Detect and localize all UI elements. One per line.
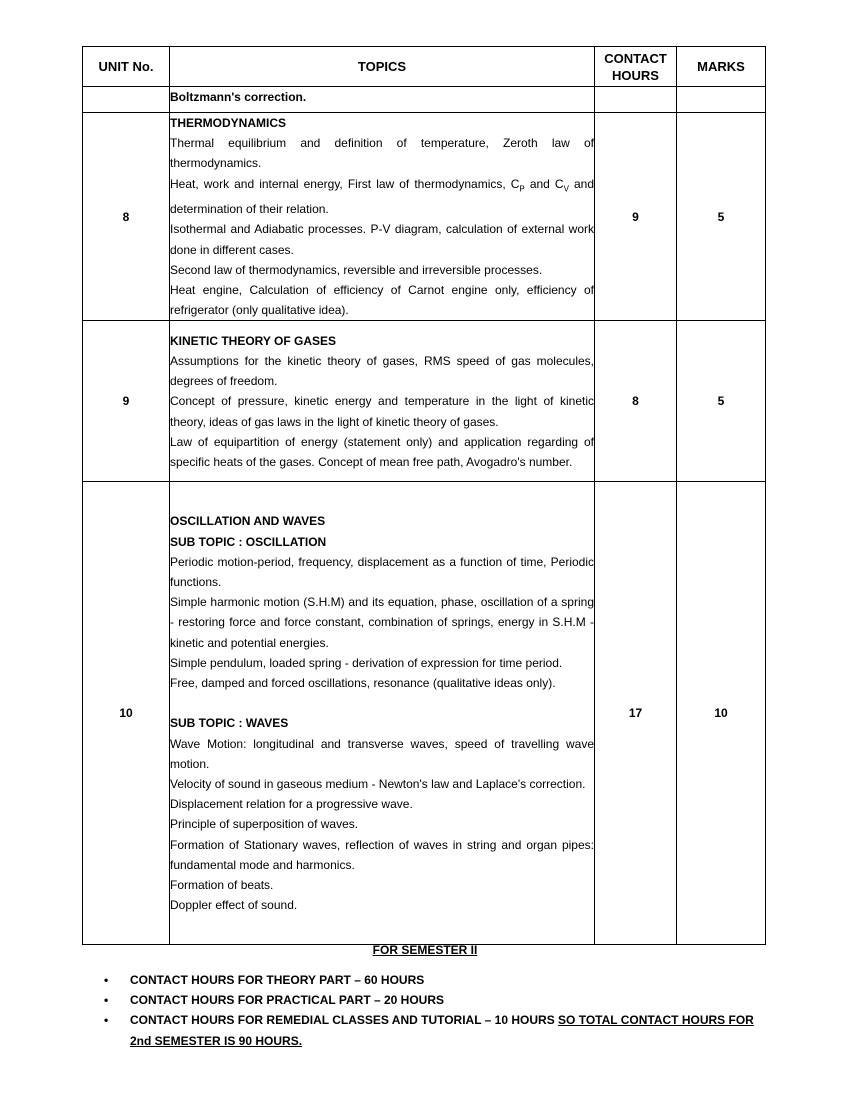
table-header-row — [83, 47, 766, 87]
topic-line: Periodic motion-period, frequency, displacement as a function of time, Periodic functions. — [170, 554, 594, 589]
list-item — [100, 970, 768, 990]
topics-cell — [170, 482, 595, 945]
semester-title: FOR SEMESTER II — [372, 943, 478, 957]
unit-title: THERMODYNAMICS — [170, 116, 286, 130]
subtopic-heading: SUB TOPIC : WAVES — [170, 716, 289, 731]
topic-line: Assumptions for the kinetic theory of gases, RMS speed of gas molecules, degrees of freedom. — [170, 353, 594, 389]
topic-line: Simple pendulum, loaded spring - derivation of expression for time period. — [170, 655, 563, 670]
topic-line: Simple harmonic motion (S.H.M) and its equation, phase, oscillation of a spring - restoring force and force constant, combination of springs, energy in S.H.M - kinetic and potential energies. — [170, 595, 594, 650]
contact-hours-value: 17 — [595, 482, 677, 945]
topic-line: Heat engine, Calculation of efficiency of Carnot engine only, efficiency of refrigerator (only qualitative idea). — [170, 283, 594, 318]
list-item-text: CONTACT HOURS FOR PRACTICAL PART – 20 HOURS — [130, 993, 445, 1008]
topic-line: Concept of pressure, kinetic energy and temperature in the light of kinetic theory, ideas of gas laws in the light of kinetic theory of gases. — [170, 394, 594, 429]
topic-line: Wave Motion: longitudinal and transverse waves, speed of travelling wave motion. — [170, 736, 594, 771]
topic-line — [170, 174, 594, 220]
bullet-icon: • — [104, 1013, 109, 1028]
contact-hours-value: 8 — [595, 321, 677, 482]
topic-line: Isothermal and Adiabatic processes. P-V diagram, calculation of external work done in different cases. — [170, 222, 594, 257]
carryover-text: Boltzmann's correction. — [170, 90, 307, 104]
bullet-icon: • — [104, 973, 109, 987]
unit-cell-empty — [83, 87, 170, 113]
topic-line: Formation of Stationary waves, reflection of waves in string and organ pipes: fundamental mode and harmonics. — [170, 837, 594, 872]
contact-hours-header — [595, 47, 677, 87]
topic-line: Formation of beats. — [170, 878, 274, 893]
marks-value: 10 — [677, 482, 766, 945]
hours-cell-empty — [595, 87, 677, 113]
subscript-v: V — [563, 184, 569, 193]
topic-line: Second law of thermodynamics, reversible and irreversible processes. — [170, 262, 543, 277]
topic-line: Principle of superposition of waves. — [170, 817, 359, 832]
marks-value: 5 — [677, 321, 766, 482]
contact-hours-value: 9 — [595, 113, 677, 321]
unit-number: 9 — [83, 321, 170, 482]
subtopic-heading: SUB TOPIC : OSCILLATION — [170, 534, 327, 549]
marks-value: 5 — [677, 113, 766, 321]
marks-header: MARKS — [677, 47, 766, 87]
total-hours-text: SO TOTAL CONTACT HOURS FOR 2nd SEMESTER IS 90 HOURS. — [130, 1013, 754, 1048]
unit-title: OSCILLATION AND WAVES — [170, 514, 326, 529]
topic-line: Thermal equilibrium and definition of temperature, Zeroth law of thermodynamics. — [170, 136, 594, 171]
topics-cell — [170, 87, 595, 113]
unit-no-header: UNIT No. — [83, 47, 170, 87]
topics-header: TOPICS — [170, 47, 595, 87]
unit-number: 10 — [83, 482, 170, 945]
topic-line: Displacement relation for a progressive wave. — [170, 797, 413, 812]
topic-line: Doppler effect of sound. — [170, 898, 298, 913]
topic-line: Velocity of sound in gaseous medium - Newton's law and Laplace's correction. — [170, 777, 586, 792]
marks-cell-empty — [677, 87, 766, 113]
table-row-unit-10 — [83, 482, 766, 945]
topics-cell — [170, 321, 595, 482]
list-item-text: CONTACT HOURS FOR THEORY PART – 60 HOURS — [130, 973, 425, 987]
topics-cell — [170, 113, 595, 321]
topic-line-part: Heat, work and internal energy, First law of thermodynamics, C — [170, 176, 520, 191]
table-row-unit-8 — [83, 113, 766, 321]
unit-title: KINETIC THEORY OF GASES — [170, 333, 337, 348]
topic-line: Free, damped and forced oscillations, resonance (qualitative ideas only). — [170, 676, 556, 691]
table-row — [83, 87, 766, 113]
table-row-unit-9 — [83, 321, 766, 482]
list-item-text: CONTACT HOURS FOR REMEDIAL CLASSES AND TUTORIAL – 10 HOURS — [130, 1013, 559, 1028]
topic-line-part: and determination of their relation. — [170, 176, 594, 217]
list-item — [100, 990, 768, 1010]
unit-number: 8 — [83, 113, 170, 321]
topic-line-part: and C — [524, 176, 564, 191]
contact-hours-list — [100, 970, 768, 1051]
contact-hours-header-text: CONTACT HOURS — [604, 50, 667, 83]
list-item — [100, 1010, 768, 1050]
spacer — [170, 693, 594, 713]
syllabus-table — [82, 46, 766, 945]
bullet-icon: • — [104, 993, 109, 1008]
topic-line: Law of equipartition of energy (statement only) and application regarding of specific heats of the gases. Concept of mean free path, Avogadro's number. — [170, 434, 594, 469]
subscript-p: P — [519, 184, 525, 193]
